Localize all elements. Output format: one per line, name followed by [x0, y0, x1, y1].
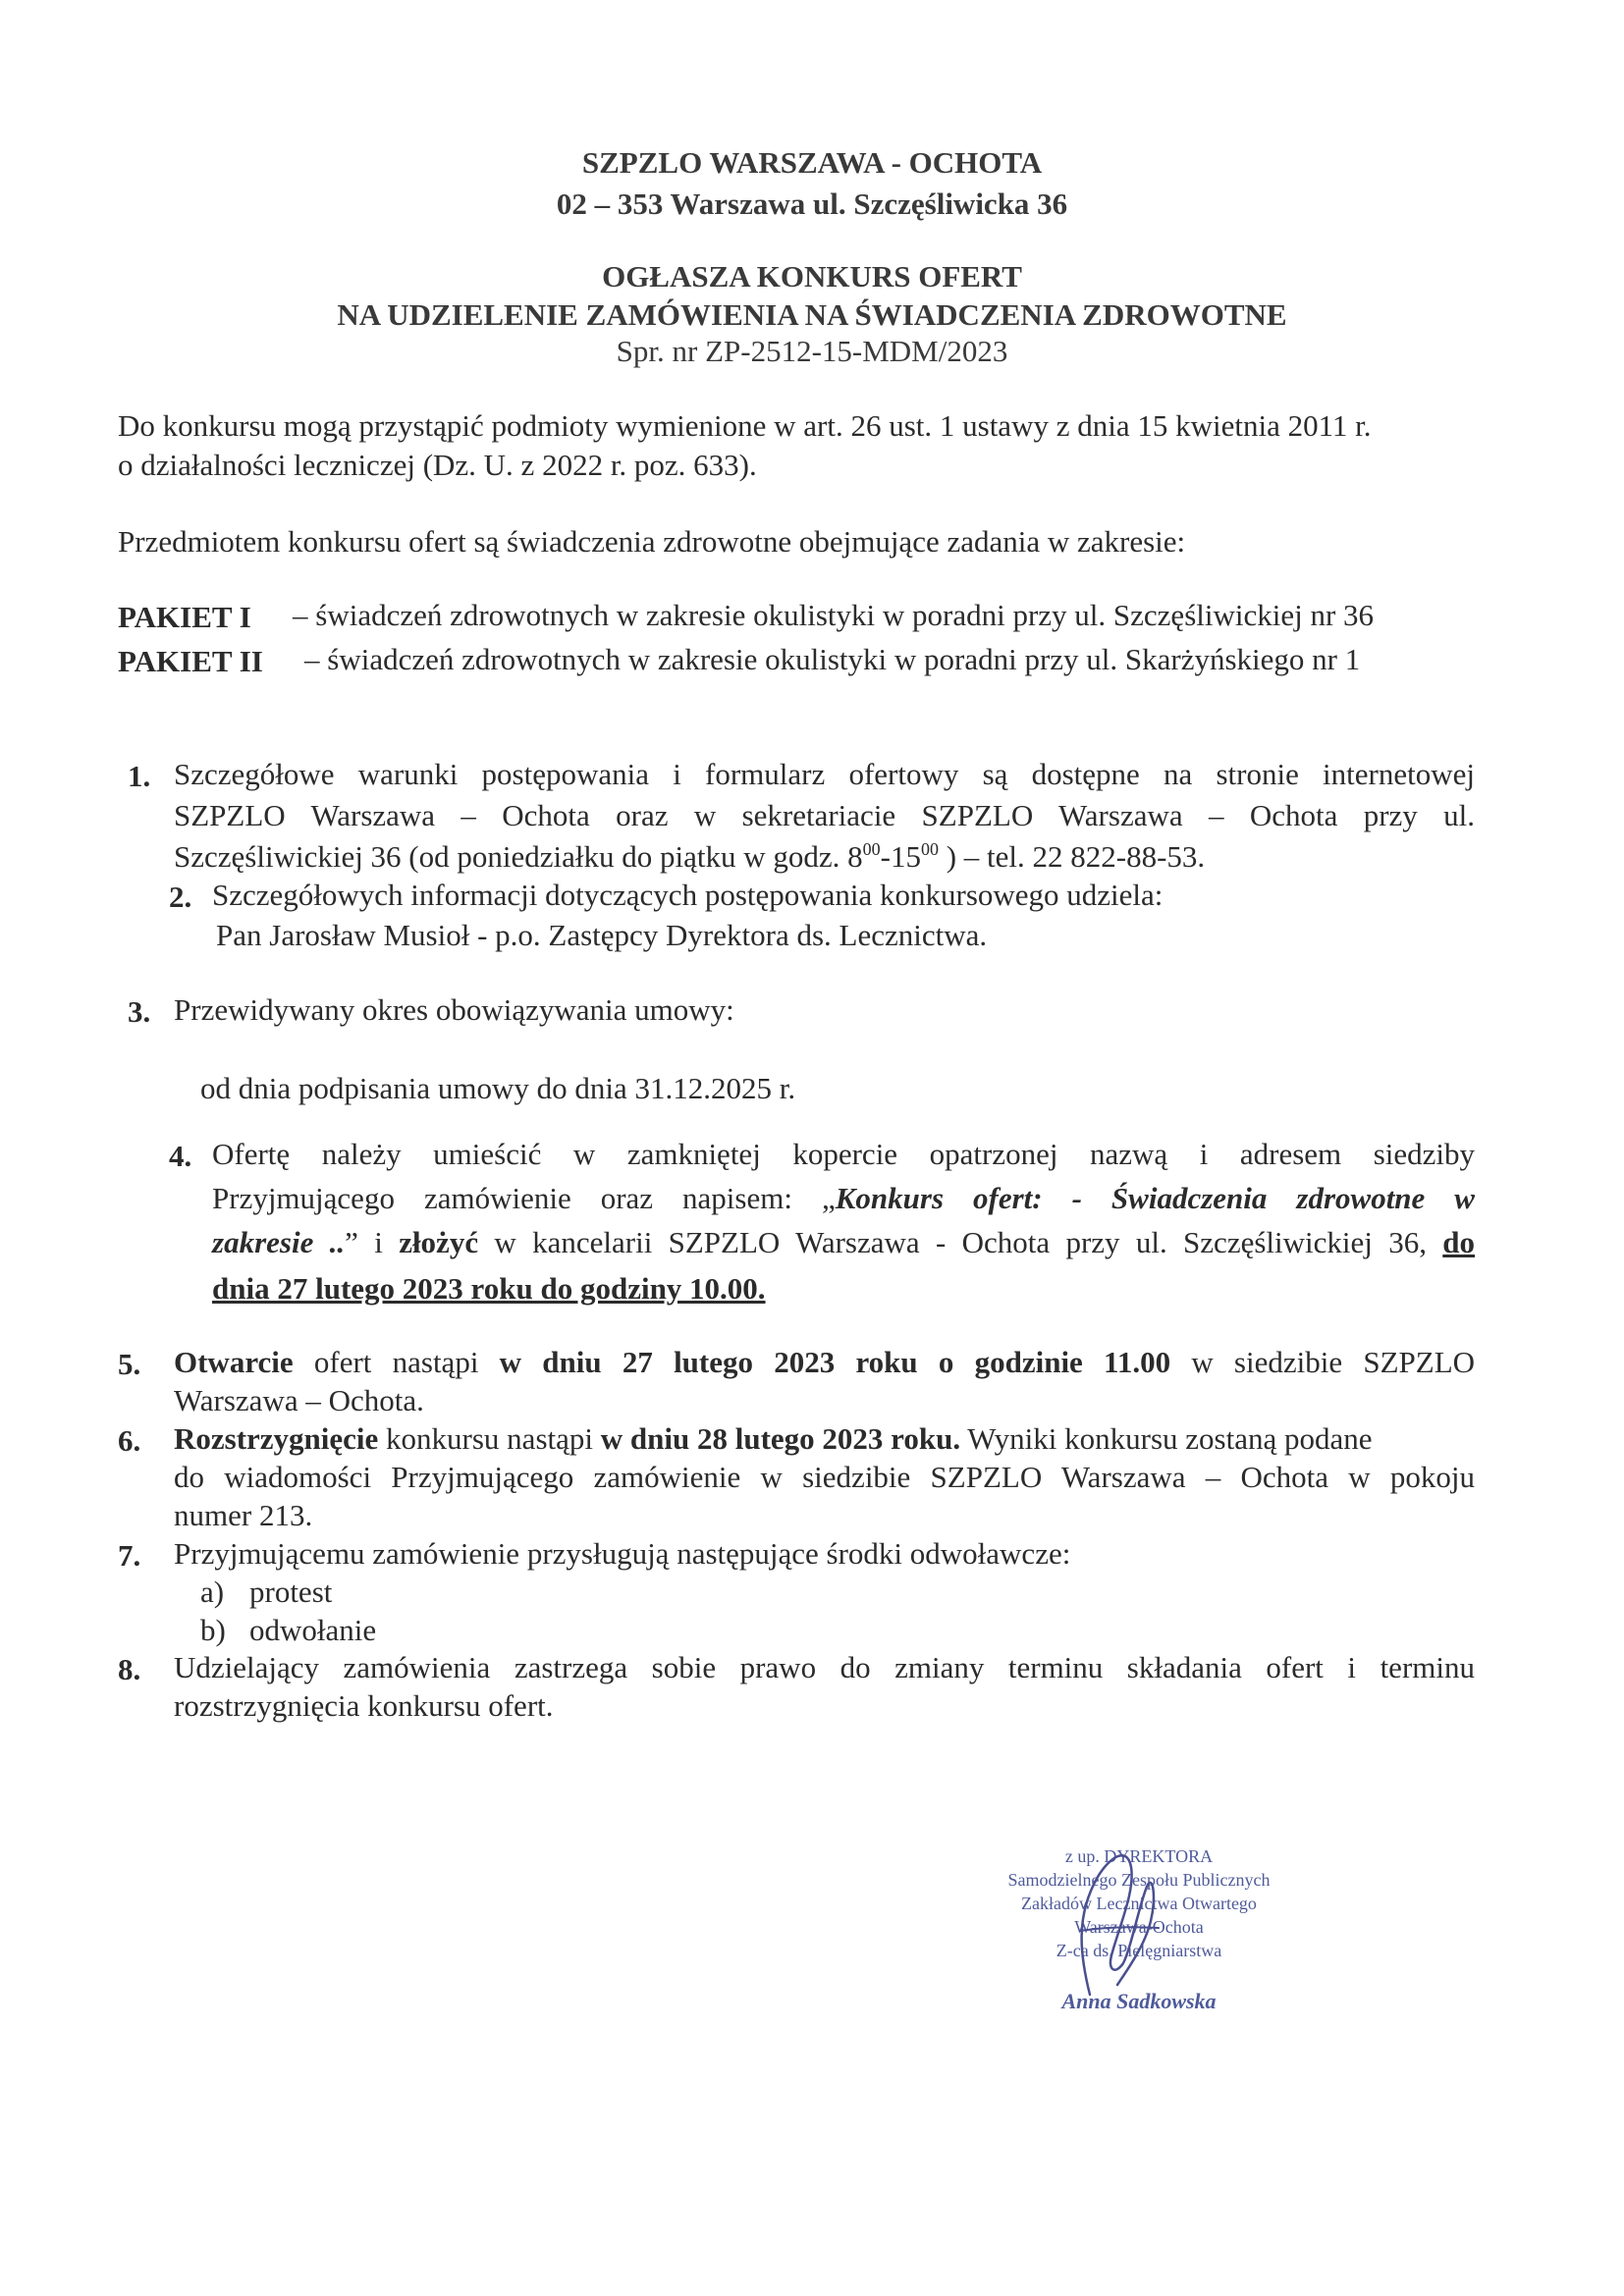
header-title-2: NA UDZIELENIE ZAMÓWIENIA NA ŚWIADCZENIA ZDROWOTNE [337, 297, 1287, 332]
intro-line-2: o działalności leczniczej (Dz. U. z 2022 r. poz. 633). [118, 448, 757, 482]
item-3-line-1: Przewidywany okres obowiązywania umowy: [174, 992, 734, 1027]
item-6-number: 6. [118, 1423, 141, 1458]
item-6-line-2: do wiadomości Przyjmującego zamówienie w siedzibie SZPZLO Warszawa – Ochota w pokoju [174, 1460, 1475, 1494]
item-4-number: 4. [169, 1139, 192, 1173]
item-4-line-2: Przyjmującego zamówienie oraz napisem: „Konkurs ofert: - Świadczenia zdrowotne w [212, 1181, 1475, 1215]
header-address: 02 – 353 Warszawa ul. Szczęśliwicka 36 [556, 187, 1068, 221]
case-number: Spr. nr ZP-2512-15-MDM/2023 [616, 334, 1008, 368]
stamp-name: Anna Sadkowska [1061, 1989, 1217, 2013]
item-1-line-1: Szczegółowe warunki postępowania i formularz ofertowy są dostępne na stronie internetowej [174, 757, 1475, 791]
item-8-line-1: Udzielający zamówienia zastrzega sobie prawo do zmiany terminu składania ofert i terminu [174, 1650, 1475, 1684]
intro-line-1: Do konkursu mogą przystąpić podmioty wymienione w art. 26 ust. 1 ustawy z dnia 15 kwietnia 2011 r. [118, 408, 1372, 443]
item-5-line-2: Warszawa – Ochota. [174, 1383, 424, 1417]
item-2-line-1: Szczegółowych informacji dotyczących postępowania konkursowego udziela: [212, 878, 1164, 912]
signature-icon [1021, 1838, 1198, 2004]
item-7-option-b-label: b) [200, 1613, 226, 1647]
header-org: SZPZLO WARSZAWA - OCHOTA [581, 145, 1043, 180]
item-2-number: 2. [169, 880, 192, 914]
package-1-label: PAKIET I [118, 600, 251, 634]
item-4-line-1: Ofertę należy umieścić w zamkniętej kopercie opatrzonej nazwą i adresem siedziby [212, 1137, 1475, 1171]
item-6-line-3: numer 213. [174, 1498, 313, 1532]
package-2-label: PAKIET II [118, 644, 263, 678]
subject-line: Przedmiotem konkursu ofert są świadczenia zdrowotne obejmujące zadania w zakresie: [118, 524, 1186, 559]
item-3-number: 3. [128, 994, 151, 1029]
item-1-line-2: SZPZLO Warszawa – Ochota oraz w sekretariacie SZPZLO Warszawa – Ochota przy ul. [174, 798, 1475, 832]
item-7-line-1: Przyjmującemu zamówienie przysługują następujące środki odwoławcze: [174, 1536, 1071, 1571]
stamp-line-3: Zakładów Lecznictwa Otwartego [1021, 1894, 1257, 1913]
item-7-option-b: odwołanie [249, 1613, 377, 1647]
item-1-number: 1. [128, 759, 151, 793]
item-2-line-2: Pan Jarosław Musioł - p.o. Zastępcy Dyrektora ds. Lecznictwa. [216, 918, 988, 952]
item-5-line-1: Otwarcie ofert nastąpi w dniu 27 lutego 2023 roku o godzinie 11.00 w siedzibie SZPZLO [174, 1345, 1476, 1379]
package-1-text: – świadczeń zdrowotnych w zakresie okulistyki w poradni przy ul. Szczęśliwickiej nr 36 [293, 598, 1375, 632]
stamp-line-5: Z-ca ds. Pielęgniarstwa [1056, 1941, 1222, 1960]
item-7-number: 7. [118, 1538, 141, 1573]
item-8-number: 8. [118, 1652, 141, 1686]
stamp-line-2: Samodzielnego Zespołu Publicznych [1007, 1870, 1271, 1890]
item-8-line-2: rozstrzygnięcia konkursu ofert. [174, 1688, 554, 1723]
item-4-deadline: dnia 27 lutego 2023 roku do godziny 10.00. [212, 1271, 766, 1306]
item-5-number: 5. [118, 1347, 141, 1381]
stamp-line-1: z up. DYREKTORA [1064, 1846, 1214, 1866]
package-2-text: – świadczeń zdrowotnych w zakresie okulistyki w poradni przy ul. Skarżyńskiego nr 1 [304, 642, 1361, 676]
stamp-line-4: Warszawa-Ochota [1074, 1917, 1204, 1937]
item-7-option-a-label: a) [200, 1575, 225, 1609]
header-title-1: OGŁASZA KONKURS OFERT [602, 259, 1022, 294]
item-1-line-3: Szczęśliwickiej 36 (od poniedziałku do piątku w godz. $8^{00}-15^{00}$ ) – tel. 22 822-88-53. [174, 839, 1206, 874]
item-6-line-1: Rozstrzygnięcie konkursu nastąpi w dniu 28 lutego 2023 roku. Wyniki konkursu zostaną podane [174, 1421, 1373, 1456]
item-3-line-2: od dnia podpisania umowy do dnia 31.12.2025 r. [200, 1071, 796, 1105]
item-4-line-3: zakresie ..” i złożyć w kancelarii SZPZLO Warszawa - Ochota przy ul. Szczęśliwickiej 36, do [212, 1225, 1476, 1259]
item-7-option-a: protest [249, 1575, 333, 1609]
